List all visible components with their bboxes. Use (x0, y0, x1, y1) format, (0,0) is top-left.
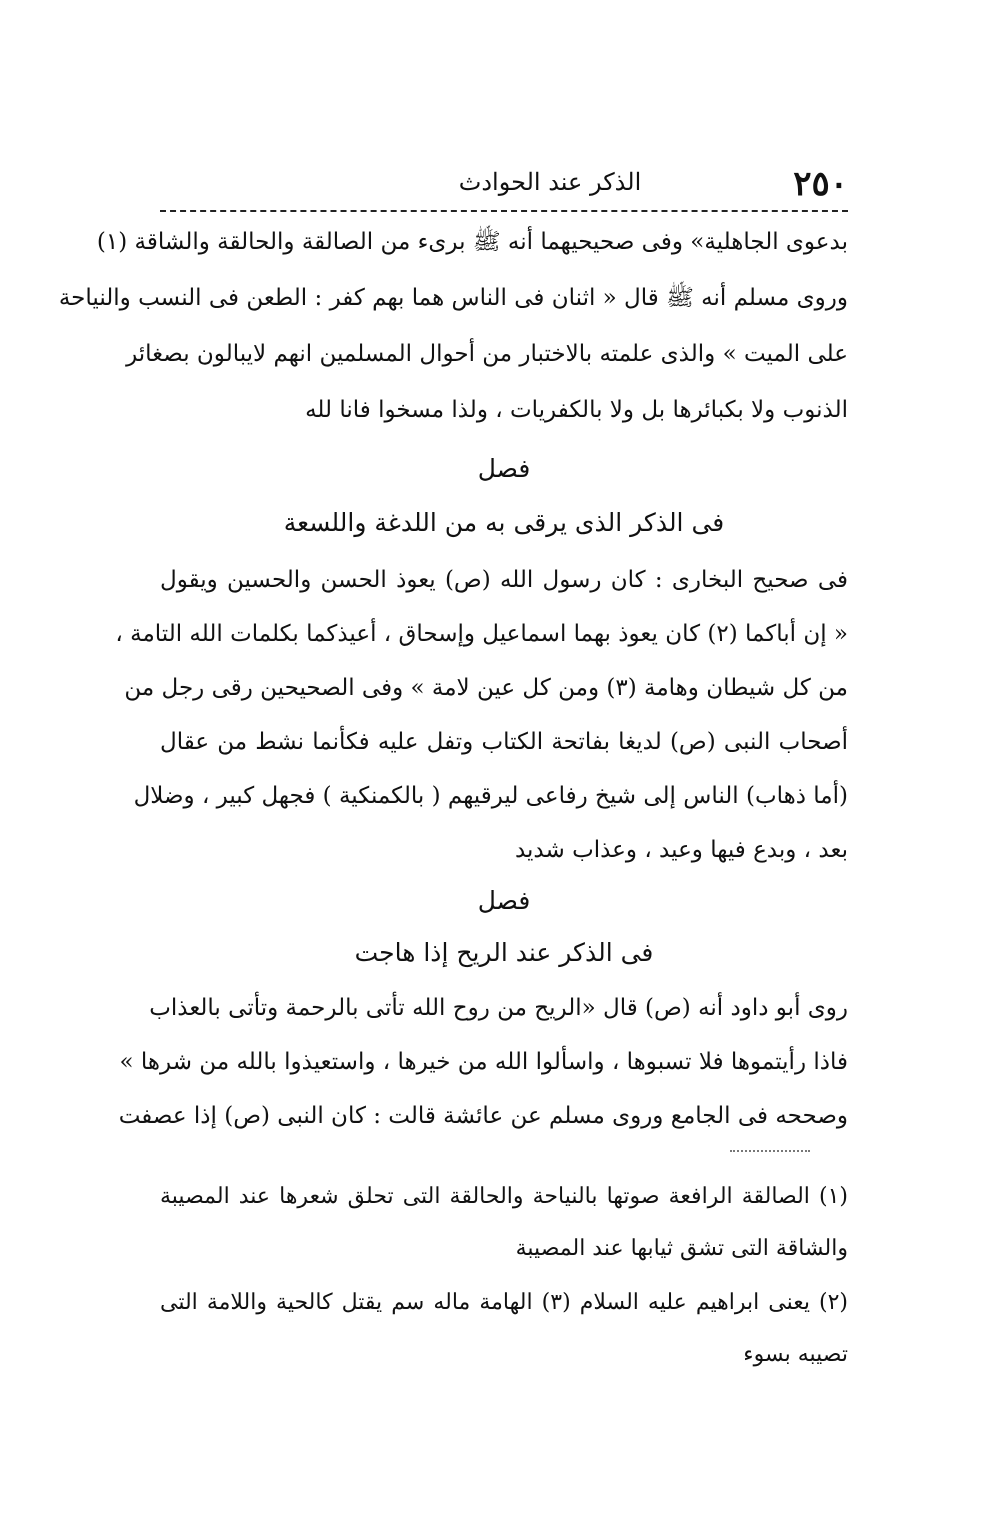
body-line: فى صحيح البخارى : كان رسول الله (ص) يعوذ الحسن والحسين ويقول (160, 567, 848, 593)
section-heading: فصل (477, 886, 531, 915)
section-subheading: فى الذكر الذى يرقى به من اللدغة واللسعة (283, 508, 725, 537)
body-line: وصححه فى الجامع وروى مسلم عن عائشة قالت : كان النبى (ص) إذا عصفت (118, 1103, 848, 1129)
body-line: (أما ذهاب) الناس إلى شيخ رفاعى ليرقيهم ( بالكمنكية ) فجهل كبير ، وضلال (133, 783, 848, 809)
section-subheading: فى الذكر عند الريح إذا هاجت (354, 938, 654, 967)
body-line: على الميت » والذى علمته بالاختبار من أحوال المسلمين انهم لايبالون بصغائر (126, 341, 848, 367)
body-line: بدعوى الجاهلية» وفى صحيحيهما أنه ﷺ برىء من الصالقة والحالقة والشاقة (١) (96, 229, 848, 255)
body-line: أصحاب النبى (ص) لديغا بفاتحة الكتاب وتفل عليه فكأنما نشط من عقال (160, 729, 848, 755)
running-title: الذكر عند الحوادث (458, 168, 642, 196)
footnote-line: والشاقة التى تشق ثيابها عند المصيبة (515, 1236, 848, 1261)
body-line: فاذا رأيتموها فلا تسبوها ، واسألوا الله من خيرها ، واستعيذوا بالله من شرها » (119, 1049, 848, 1075)
body-line: وروى مسلم أنه ﷺ قال « اثنان فى الناس هما بهم كفر : الطعن فى النسب والنياحة (58, 285, 848, 311)
body-line: بعد ، وبدع فيها وعيد ، وعذاب شديد (514, 837, 848, 863)
footnote-line: (١) الصالقة الرافعة صوتها بالنياحة والحالقة التى تحلق شعرها عند المصيبة (160, 1184, 848, 1209)
body-line: الذنوب ولا بكبائرها بل ولا بالكفريات ، ولذا مسخوا فانا لله (305, 397, 848, 423)
footnote-separator (730, 1150, 810, 1152)
body-line: من كل شيطان وهامة (٣) ومن كل عين لامة » وفى الصحيحين رقى رجل من (124, 675, 848, 701)
body-line: « إن أباكما (٢) كان يعوذ بهما اسماعيل وإسحاق ، أعيذكما بكلمات الله التامة ، (115, 621, 848, 647)
page-number: ٢٥٠ (793, 164, 848, 204)
page-header (160, 160, 848, 210)
footnote-line: تصيبه بسوء (743, 1342, 848, 1367)
header-rule (160, 210, 848, 212)
body-line: روى أبو داود أنه (ص) قال «الريح من روح الله تأتى بالرحمة وتأتى بالعذاب (149, 995, 848, 1021)
footnote-line: (٢) يعنى ابراهيم عليه السلام (٣) الهامة ماله سم يقتل كالحية واللامة التى (160, 1290, 849, 1315)
section-heading: فصل (477, 454, 531, 483)
